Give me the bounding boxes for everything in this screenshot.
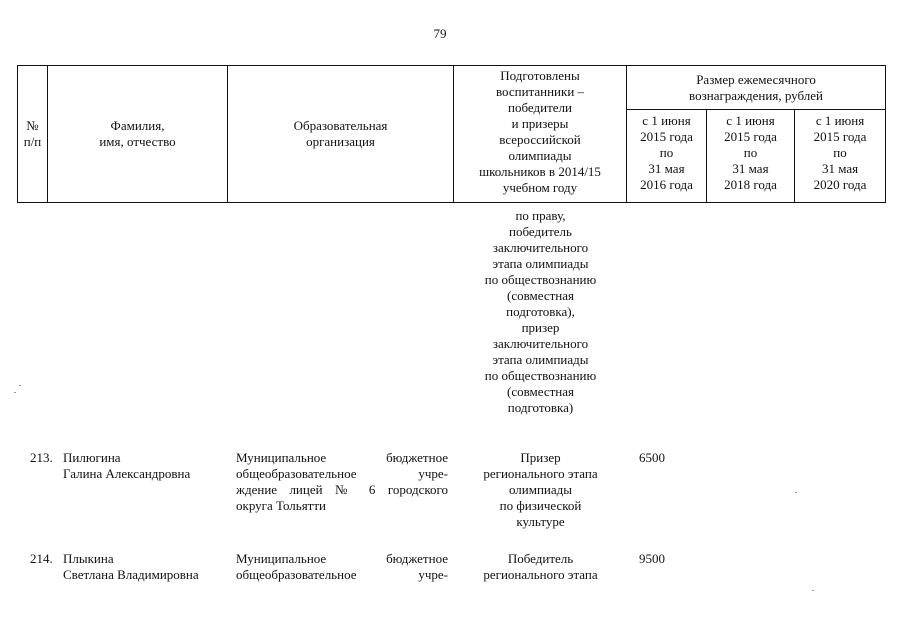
- row-organization-line: ждение лицей № 6 городского: [236, 482, 448, 497]
- header-period-2018: с 1 июня 2015 года по 31 мая 2018 года: [707, 110, 795, 203]
- header-period-2016: с 1 июня 2015 года по 31 мая 2016 года: [627, 110, 707, 203]
- row-organization-line: округа Тольятти: [236, 498, 327, 513]
- scan-speck: [795, 492, 797, 493]
- table-header: [17, 65, 886, 203]
- row-number: 213.: [30, 450, 53, 465]
- continued-prepared-text: по праву, победитель заключительного этапа олимпиады по обществознанию (совместная подготовка), призер заключительного этапа олимпиады по обществознанию (совместная подготовка): [484, 208, 597, 415]
- row-name-surname: Пилюгина: [63, 450, 121, 465]
- row-prepared: Победитель регионального этапа: [483, 551, 598, 582]
- row-organization-line: Муниципальное бюджетное: [236, 450, 448, 465]
- header-organization: Образовательная организация: [228, 66, 454, 203]
- row-name-surname: Плыкина: [63, 551, 114, 566]
- header-prepared: Подготовлены воспитанники – победители и призеры всероссийской олимпиады школьников в 2014/15 учебном году: [454, 66, 627, 203]
- row-organization-line: общеобразовательное учре-: [236, 466, 448, 481]
- row-amount: 6500: [639, 450, 665, 465]
- scan-speck: [19, 385, 21, 386]
- header-name: Фамилия, имя, отчество: [48, 66, 228, 203]
- row-amount: 9500: [639, 551, 665, 566]
- page-number: 79: [433, 26, 447, 41]
- row-number: 214.: [30, 551, 53, 566]
- header-period-2020: с 1 июня 2015 года по 31 мая 2020 года: [795, 110, 886, 203]
- header-reward: Размер ежемесячного вознаграждения, рублей: [627, 66, 886, 110]
- row-name-given: Галина Александровна: [63, 466, 191, 481]
- row-name-given: Светлана Владимировна: [63, 567, 199, 582]
- scan-speck: [14, 392, 16, 393]
- scan-speck: [812, 590, 814, 591]
- row-organization-line: общеобразовательное учре-: [236, 567, 448, 582]
- row-organization-line: Муниципальное бюджетное: [236, 551, 448, 566]
- row-prepared: Призер регионального этапа олимпиады по физической культуре: [483, 450, 598, 529]
- header-num: № п/п: [18, 66, 48, 203]
